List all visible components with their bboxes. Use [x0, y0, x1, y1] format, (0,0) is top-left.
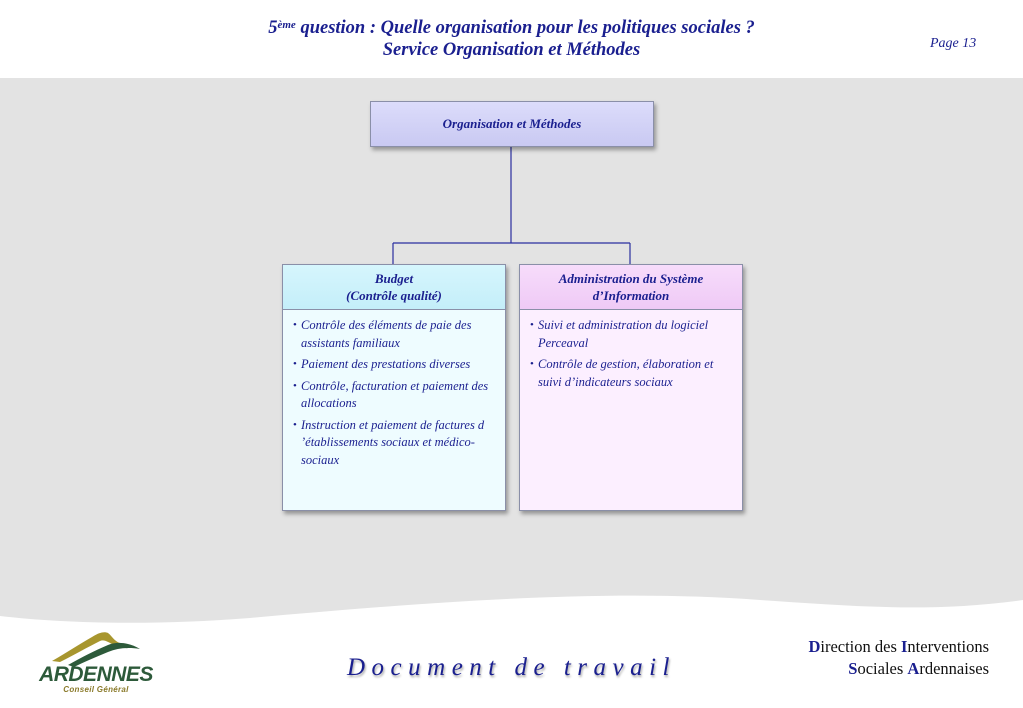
node-admin-si-title-line-1: Administration du Système: [558, 271, 704, 286]
list-item: • Suivi et administration du logiciel Perceaval: [530, 318, 709, 350]
list-item: • Contrôle, facturation et paiement des allocations: [293, 378, 489, 410]
bullet-icon: •: [530, 358, 534, 370]
node-budget-title-line-2: (Contrôle qualité): [346, 288, 442, 303]
bullet-icon: •: [530, 319, 534, 331]
watermark-document-de-travail: Document de travail: [346, 654, 676, 681]
title-line-1: 5ème question : Quelle organisation pour les politiques sociales ?: [268, 18, 755, 38]
node-admin-si: [519, 264, 743, 511]
bullet-icon: •: [293, 358, 297, 370]
root-node-organisation: [370, 101, 654, 147]
logo-text: ARDENNES: [39, 663, 153, 686]
list-item: • Contrôle de gestion, élaboration et suivi d’indicateurs sociaux: [530, 357, 714, 389]
node-budget: [282, 264, 506, 511]
org-line-1: Direction des Interventions: [808, 637, 989, 656]
list-item: • Contrôle des éléments de paie des assistants familiaux: [293, 318, 472, 350]
list-item: • Paiement des prestations diverses: [293, 356, 499, 374]
title-line-2: Service Organisation et Méthodes: [382, 40, 641, 60]
bullet-icon: •: [293, 379, 297, 392]
list-item: • Instruction et paiement de factures d ’établissements sociaux et médico-sociaux: [293, 417, 485, 467]
node-admin-si-header: [520, 265, 742, 310]
page-number: Page 13: [930, 36, 977, 51]
org-line-2: Sociales Ardennaises: [848, 659, 989, 678]
node-budget-title-line-1: Budget: [374, 271, 414, 286]
node-admin-si-list: [520, 310, 742, 391]
bullet-icon: •: [293, 319, 297, 331]
node-budget-list: [283, 310, 505, 469]
organization-name: [808, 636, 989, 680]
bullet-icon: •: [293, 418, 297, 431]
logo-subtext: Conseil Général: [63, 685, 129, 694]
node-admin-si-title-line-2: d’Information: [592, 288, 670, 303]
node-budget-header: [283, 265, 505, 310]
root-node-label: Organisation et Méthodes: [442, 116, 582, 131]
